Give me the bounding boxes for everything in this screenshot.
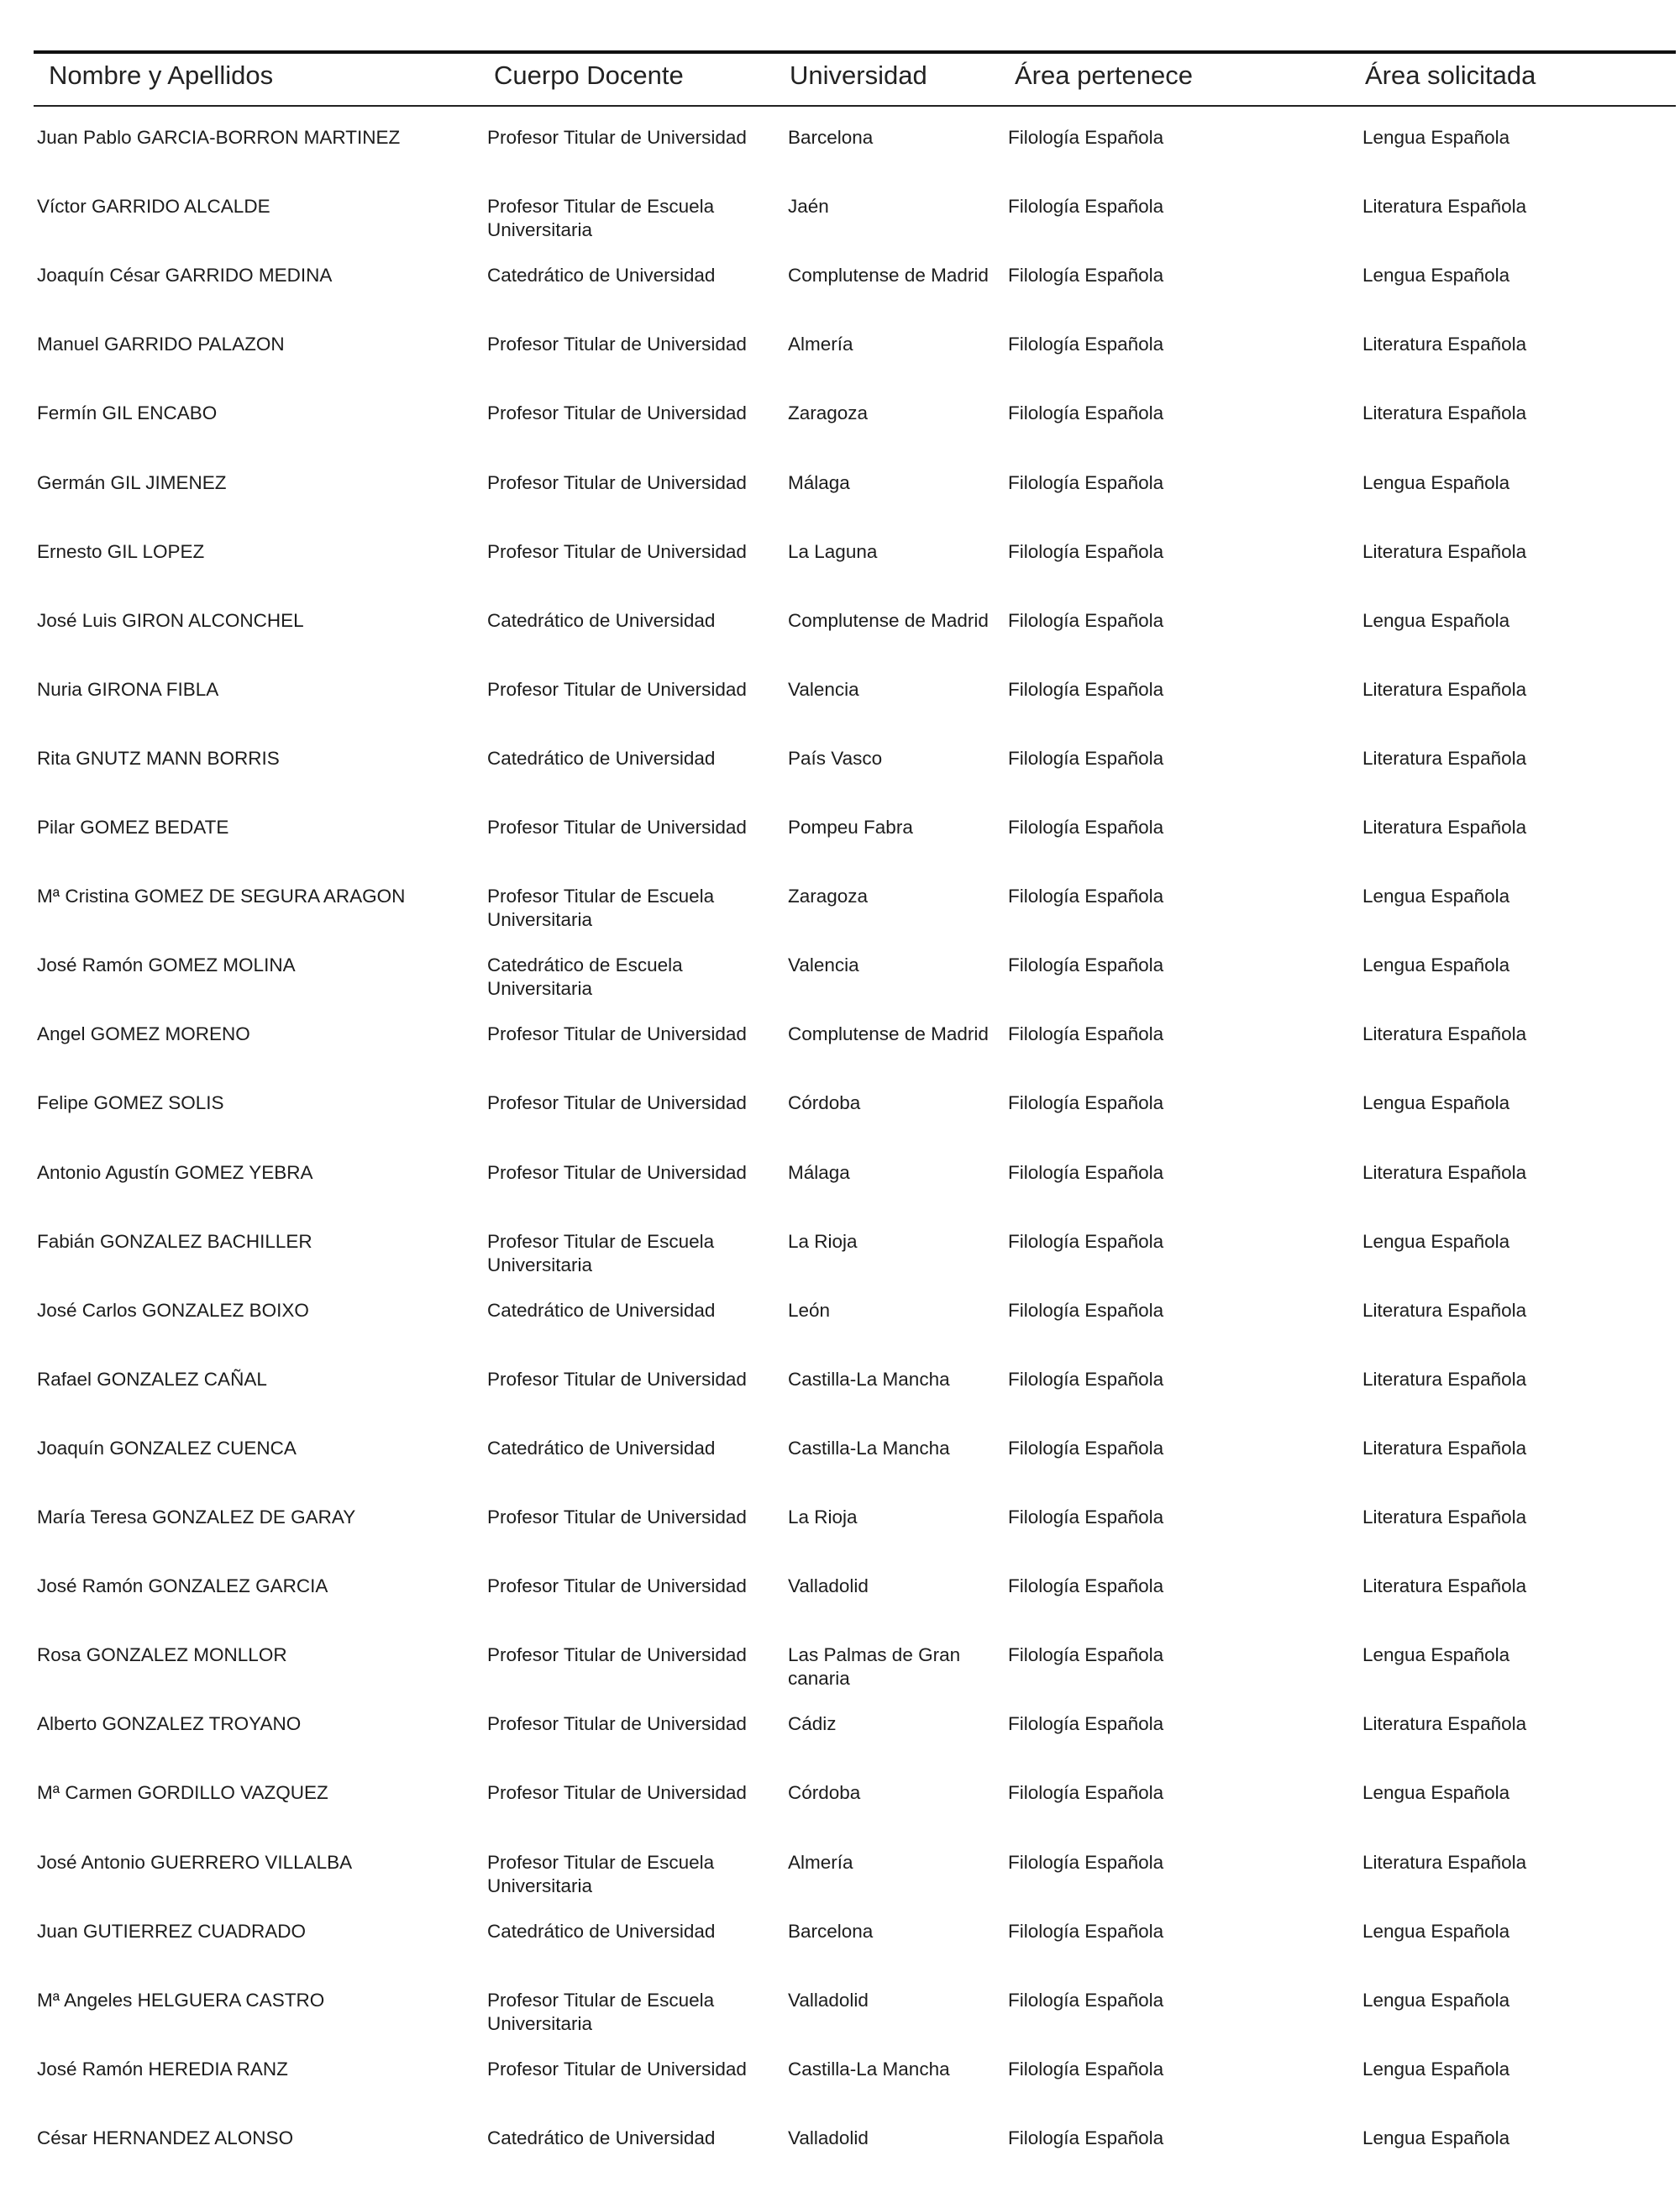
row-nombre: José Ramón GOMEZ MOLINA: [37, 954, 296, 975]
row-cuerpo-docente: Catedrático de Escuela Universitaria: [487, 954, 683, 999]
table-row: [0, 1575, 1680, 1642]
row-universidad: La Rioja: [788, 1231, 858, 1252]
row-area-pertenece: Filología Española: [1008, 265, 1164, 286]
row-universidad: Complutense de Madrid: [788, 610, 989, 631]
row-universidad: Almería: [788, 334, 853, 355]
row-universidad: Las Palmas de Gran canaria: [788, 1644, 961, 1689]
row-cuerpo-docente: Catedrático de Universidad: [487, 610, 716, 631]
row-cuerpo-docente: Catedrático de Universidad: [487, 1300, 716, 1321]
row-cuerpo-docente: Catedrático de Universidad: [487, 265, 716, 286]
row-universidad: Valladolid: [788, 2127, 869, 2148]
row-area-pertenece: Filología Española: [1008, 610, 1164, 631]
row-universidad: Barcelona: [788, 1921, 874, 1942]
row-nombre: Angel GOMEZ MORENO: [37, 1023, 250, 1044]
row-cuerpo-docente: Profesor Titular de Universidad: [487, 1644, 747, 1665]
row-area-solicitada: Lengua Española: [1362, 1990, 1510, 2011]
row-universidad: León: [788, 1300, 831, 1321]
row-area-pertenece: Filología Española: [1008, 2127, 1164, 2148]
row-cuerpo-docente: Profesor Titular de Escuela Universitaria: [487, 1231, 715, 1275]
table-row: [0, 1920, 1680, 1987]
row-nombre: Fabián GONZALEZ BACHILLER: [37, 1231, 312, 1252]
row-universidad: Jaén: [788, 196, 829, 217]
row-area-solicitada: Literatura Española: [1362, 817, 1527, 838]
row-universidad: Almería: [788, 1852, 853, 1873]
row-area-pertenece: Filología Española: [1008, 1023, 1164, 1044]
table-row: [0, 1989, 1680, 2056]
row-area-pertenece: Filología Española: [1008, 402, 1164, 423]
row-cuerpo-docente: Catedrático de Universidad: [487, 1438, 716, 1459]
table-row: [0, 816, 1680, 883]
row-universidad: Castilla-La Mancha: [788, 1369, 950, 1390]
row-cuerpo-docente: Profesor Titular de Universidad: [487, 1713, 747, 1734]
row-universidad: Valladolid: [788, 1575, 869, 1596]
row-universidad: Córdoba: [788, 1782, 861, 1803]
row-area-solicitada: Lengua Española: [1362, 472, 1510, 493]
table-row: [0, 333, 1680, 400]
table-row: [0, 264, 1680, 331]
row-area-pertenece: Filología Española: [1008, 127, 1164, 148]
table-row: [0, 1230, 1680, 1297]
row-area-solicitada: Lengua Española: [1362, 1231, 1510, 1252]
table-row: [0, 678, 1680, 745]
row-nombre: Juan Pablo GARCIA-BORRON MARTINEZ: [37, 127, 401, 148]
header-area-pertenece: Área pertenece: [1015, 60, 1193, 90]
table-row: [0, 1506, 1680, 1573]
row-nombre: Rita GNUTZ MANN BORRIS: [37, 748, 280, 769]
row-area-pertenece: Filología Española: [1008, 1782, 1164, 1803]
row-cuerpo-docente: Profesor Titular de Universidad: [487, 127, 747, 148]
row-cuerpo-docente: Profesor Titular de Universidad: [487, 472, 747, 493]
header-nombre: Nombre y Apellidos: [49, 60, 274, 90]
row-cuerpo-docente: Catedrático de Universidad: [487, 1921, 716, 1942]
row-area-solicitada: Literatura Española: [1362, 1713, 1527, 1734]
row-area-solicitada: Lengua Española: [1362, 265, 1510, 286]
row-cuerpo-docente: Profesor Titular de Universidad: [487, 1507, 747, 1528]
row-area-solicitada: Literatura Española: [1362, 1438, 1527, 1459]
table-row: [0, 126, 1680, 193]
row-area-solicitada: Lengua Española: [1362, 127, 1510, 148]
row-nombre: José Ramón HEREDIA RANZ: [37, 2059, 288, 2080]
row-nombre: César HERNANDEZ ALONSO: [37, 2127, 294, 2148]
row-cuerpo-docente: Profesor Titular de Universidad: [487, 1575, 747, 1596]
row-universidad: Valencia: [788, 679, 859, 700]
row-nombre: Manuel GARRIDO PALAZON: [37, 334, 285, 355]
row-cuerpo-docente: Profesor Titular de Universidad: [487, 334, 747, 355]
table-row: [0, 609, 1680, 676]
row-area-pertenece: Filología Española: [1008, 748, 1164, 769]
row-area-pertenece: Filología Española: [1008, 886, 1164, 907]
row-cuerpo-docente: Profesor Titular de Universidad: [487, 1369, 747, 1390]
table-row: [0, 1023, 1680, 1090]
table-row: [0, 2127, 1680, 2194]
row-area-solicitada: Literatura Española: [1362, 679, 1527, 700]
row-area-pertenece: Filología Española: [1008, 472, 1164, 493]
row-nombre: Mª Angeles HELGUERA CASTRO: [37, 1990, 325, 2011]
row-nombre: Víctor GARRIDO ALCALDE: [37, 196, 270, 217]
row-area-solicitada: Literatura Española: [1362, 1575, 1527, 1596]
row-nombre: José Antonio GUERRERO VILLALBA: [37, 1852, 353, 1873]
row-universidad: Complutense de Madrid: [788, 1023, 989, 1044]
row-area-solicitada: Literatura Española: [1362, 1023, 1527, 1044]
table-row: [0, 1161, 1680, 1228]
row-area-solicitada: Lengua Española: [1362, 954, 1510, 975]
row-nombre: Rosa GONZALEZ MONLLOR: [37, 1644, 287, 1665]
row-area-pertenece: Filología Española: [1008, 1990, 1164, 2011]
row-cuerpo-docente: Profesor Titular de Escuela Universitaria: [487, 1852, 715, 1896]
table-row: [0, 402, 1680, 469]
row-nombre: María Teresa GONZALEZ DE GARAY: [37, 1507, 356, 1528]
row-universidad: Zaragoza: [788, 886, 869, 907]
table-row: [0, 195, 1680, 262]
row-area-pertenece: Filología Española: [1008, 954, 1164, 975]
row-area-pertenece: Filología Española: [1008, 1507, 1164, 1528]
row-cuerpo-docente: Profesor Titular de Universidad: [487, 1782, 747, 1803]
row-area-solicitada: Literatura Española: [1362, 1852, 1527, 1873]
row-universidad: Pompeu Fabra: [788, 817, 913, 838]
row-area-solicitada: Literatura Española: [1362, 1507, 1527, 1528]
row-area-solicitada: Lengua Española: [1362, 886, 1510, 907]
row-universidad: Barcelona: [788, 127, 874, 148]
row-area-pertenece: Filología Española: [1008, 1852, 1164, 1873]
header-universidad: Universidad: [790, 60, 927, 90]
row-area-solicitada: Literatura Española: [1362, 748, 1527, 769]
row-area-pertenece: Filología Española: [1008, 2059, 1164, 2080]
header-cuerpo: Cuerpo Docente: [494, 60, 684, 90]
table-row: [0, 747, 1680, 814]
row-nombre: José Ramón GONZALEZ GARCIA: [37, 1575, 328, 1596]
row-area-solicitada: Lengua Española: [1362, 1921, 1510, 1942]
table-row: [0, 1643, 1680, 1711]
row-cuerpo-docente: Profesor Titular de Universidad: [487, 541, 747, 562]
row-area-solicitada: Literatura Española: [1362, 334, 1527, 355]
row-cuerpo-docente: Profesor Titular de Escuela Universitaria: [487, 196, 715, 240]
row-area-solicitada: Literatura Española: [1362, 1300, 1527, 1321]
row-nombre: Antonio Agustín GOMEZ YEBRA: [37, 1162, 313, 1183]
row-area-solicitada: Lengua Española: [1362, 1092, 1510, 1113]
row-cuerpo-docente: Profesor Titular de Universidad: [487, 817, 747, 838]
row-universidad: La Rioja: [788, 1507, 858, 1528]
row-area-pertenece: Filología Española: [1008, 1644, 1164, 1665]
header-rule: [34, 105, 1676, 107]
row-nombre: Ernesto GIL LOPEZ: [37, 541, 205, 562]
row-nombre: Mª Cristina GOMEZ DE SEGURA ARAGON: [37, 886, 406, 907]
row-universidad: La Laguna: [788, 541, 878, 562]
row-cuerpo-docente: Profesor Titular de Universidad: [487, 402, 747, 423]
row-area-solicitada: Literatura Española: [1362, 1162, 1527, 1183]
table-row: [0, 1851, 1680, 1918]
row-area-solicitada: Literatura Española: [1362, 1369, 1527, 1390]
row-cuerpo-docente: Profesor Titular de Universidad: [487, 2059, 747, 2080]
row-nombre: Joaquín GONZALEZ CUENCA: [37, 1438, 297, 1459]
top-rule: [34, 50, 1676, 54]
row-cuerpo-docente: Profesor Titular de Universidad: [487, 1023, 747, 1044]
row-area-solicitada: Literatura Española: [1362, 402, 1527, 423]
row-nombre: Felipe GOMEZ SOLIS: [37, 1092, 224, 1113]
row-area-solicitada: Literatura Española: [1362, 196, 1527, 217]
row-nombre: Joaquín César GARRIDO MEDINA: [37, 265, 333, 286]
table-row: [0, 2058, 1680, 2125]
row-universidad: Córdoba: [788, 1092, 861, 1113]
row-nombre: Alberto GONZALEZ TROYANO: [37, 1713, 302, 1734]
row-universidad: Cádiz: [788, 1713, 837, 1734]
row-cuerpo-docente: Profesor Titular de Universidad: [487, 1162, 747, 1183]
row-area-pertenece: Filología Española: [1008, 1921, 1164, 1942]
row-area-pertenece: Filología Española: [1008, 1713, 1164, 1734]
row-cuerpo-docente: Profesor Titular de Universidad: [487, 679, 747, 700]
table-row: [0, 1781, 1680, 1848]
row-nombre: José Carlos GONZALEZ BOIXO: [37, 1300, 309, 1321]
row-area-pertenece: Filología Española: [1008, 1231, 1164, 1252]
row-nombre: José Luis GIRON ALCONCHEL: [37, 610, 304, 631]
table-row: [0, 1091, 1680, 1159]
row-area-pertenece: Filología Española: [1008, 541, 1164, 562]
row-cuerpo-docente: Profesor Titular de Universidad: [487, 1092, 747, 1113]
row-universidad: Castilla-La Mancha: [788, 1438, 950, 1459]
row-area-pertenece: Filología Española: [1008, 1438, 1164, 1459]
row-universidad: Málaga: [788, 472, 850, 493]
table-row: [0, 1437, 1680, 1504]
row-area-pertenece: Filología Española: [1008, 817, 1164, 838]
row-area-pertenece: Filología Española: [1008, 1575, 1164, 1596]
table-row: [0, 1368, 1680, 1435]
header-area-solicitada: Área solicitada: [1365, 60, 1536, 90]
row-nombre: Fermín GIL ENCABO: [37, 402, 218, 423]
table-row: [0, 885, 1680, 952]
table-row: [0, 1712, 1680, 1780]
row-universidad: País Vasco: [788, 748, 883, 769]
row-area-solicitada: Literatura Española: [1362, 541, 1527, 562]
row-nombre: Pilar GOMEZ BEDATE: [37, 817, 229, 838]
row-area-pertenece: Filología Española: [1008, 196, 1164, 217]
row-area-pertenece: Filología Española: [1008, 1300, 1164, 1321]
row-area-pertenece: Filología Española: [1008, 1369, 1164, 1390]
row-area-solicitada: Lengua Española: [1362, 2127, 1510, 2148]
row-cuerpo-docente: Catedrático de Universidad: [487, 748, 716, 769]
row-area-solicitada: Lengua Española: [1362, 610, 1510, 631]
row-area-pertenece: Filología Española: [1008, 1092, 1164, 1113]
row-universidad: Castilla-La Mancha: [788, 2059, 950, 2080]
row-area-pertenece: Filología Española: [1008, 679, 1164, 700]
row-nombre: Nuria GIRONA FIBLA: [37, 679, 219, 700]
row-universidad: Málaga: [788, 1162, 850, 1183]
row-cuerpo-docente: Profesor Titular de Escuela Universitaria: [487, 886, 715, 930]
row-cuerpo-docente: Catedrático de Universidad: [487, 2127, 716, 2148]
row-area-solicitada: Lengua Española: [1362, 2059, 1510, 2080]
row-universidad: Valladolid: [788, 1990, 869, 2011]
row-universidad: Valencia: [788, 954, 859, 975]
row-area-solicitada: Lengua Española: [1362, 1782, 1510, 1803]
row-area-pertenece: Filología Española: [1008, 334, 1164, 355]
row-universidad: Zaragoza: [788, 402, 869, 423]
table-row: [0, 471, 1680, 539]
table-row: [0, 1299, 1680, 1366]
row-nombre: Germán GIL JIMENEZ: [37, 472, 227, 493]
row-nombre: Mª Carmen GORDILLO VAZQUEZ: [37, 1782, 328, 1803]
row-universidad: Complutense de Madrid: [788, 265, 989, 286]
row-nombre: Rafael GONZALEZ CAÑAL: [37, 1369, 267, 1390]
table-row: [0, 540, 1680, 607]
table-row: [0, 954, 1680, 1021]
row-cuerpo-docente: Profesor Titular de Escuela Universitaria: [487, 1990, 715, 2034]
row-area-pertenece: Filología Española: [1008, 1162, 1164, 1183]
row-nombre: Juan GUTIERREZ CUADRADO: [37, 1921, 307, 1942]
row-area-solicitada: Lengua Española: [1362, 1644, 1510, 1665]
